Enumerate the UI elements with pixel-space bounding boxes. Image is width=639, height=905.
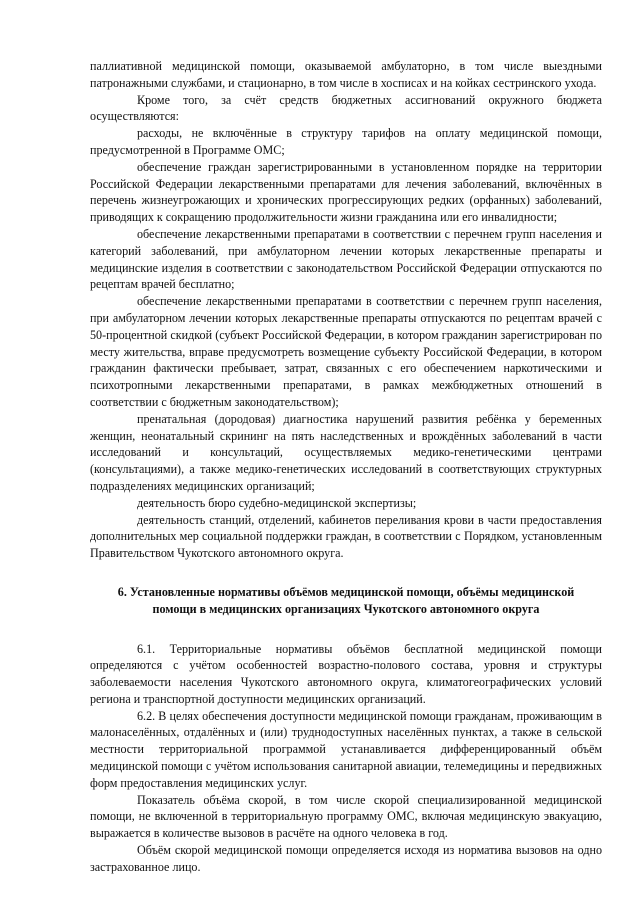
paragraph-ambulance-volume: Объём скорой медицинской помощи определяется исходя из норматива вызовов на одно застрахованное лицо.	[90, 843, 602, 874]
document-page	[90, 58, 602, 876]
paragraph-palliative-care: паллиативной медицинской помощи, оказываемой амбулаторно, в том числе выездными патронажными службами, и стационарно, в том числе в хосписах и на койках сестринского ухода.	[90, 59, 602, 90]
paragraph-prenatal-diagnostics: пренатальная (дородовая) диагностика нарушений развития ребёнка у беременных женщин, неонатальный скрининг на пять наследственных и врождённых заболеваний в части исследований и консультаций, осуществляемых медико-генетическими центрами (консультациями), а также медико-генетических исследований в соответствующих структурных подразделениях медицинских организаций;	[90, 411, 602, 493]
paragraph-blood-transfusion: деятельность станций, отделений, кабинетов переливания крови в части предоставления дополнительных мер социальной поддержки граждан, в соответствии с Порядком, установленным Правительством Чукотского автономного округа.	[90, 512, 602, 561]
paragraph-budget-funding-intro: Кроме того, за счёт средств бюджетных ассигнований окружного бюджета осуществляются:	[90, 92, 602, 124]
paragraph-6-2-accessibility: 6.2. В целях обеспечения доступности медицинской помощи гражданам, проживающим в малонаселённых, отдалённых и (или) труднодоступных населённых пунктах, а также в сельской местности территориальной программой устанавливается дифференцированный объём медицинской помощи с учётом использования санитарной авиации, телемедицины и передвижных форм предоставления медицинских услуг.	[90, 708, 602, 790]
paragraph-discount-prescriptions: обеспечение лекарственными препаратами в соответствии с перечнем групп населения, при амбулаторном лечении которых лекарственные препараты отпускаются по рецептам врачей с 50-процентной скидкой (субъект Российской Федерации, в котором гражданин зарегистрирован по месту жительства, вправе предусмотреть возмещение субъекту Российской Федерации, в котором гражданин фактически пребывает, затрат, связанных с его обеспечением наркотическими и психотропными лекарственными препаратами, в рамках межбюджетных отношений в соответствии с бюджетным законодательством);	[90, 294, 602, 409]
paragraph-expenses-not-in-tariffs: расходы, не включённые в структуру тарифов на оплату медицинской помощи, предусмотренной в Программе ОМС;	[90, 126, 602, 157]
paragraph-6-1-norms: 6.1. Территориальные нормативы объёмов бесплатной медицинской помощи определяются с учётом особенностей возрастно-полового состава, уровня и структуры заболеваемости населения Чукотского автономного округа, климатогеографических условий региона и транспортной доступности медицинских организаций.	[90, 641, 602, 706]
paragraph-forensic-bureau: деятельность бюро судебно-медицинской экспертизы;	[137, 495, 417, 510]
paragraph-free-prescriptions: обеспечение лекарственными препаратами в соответствии с перечнем групп населения и категорий заболеваний, при амбулаторном лечении которых лекарственные препараты и медицинские изделия в соответствии с законодательством Российской Федерации отпускаются по рецептам врачей бесплатно;	[90, 226, 602, 292]
paragraph-ambulance-indicator: Показатель объёма скорой, в том числе скорой специализированной медицинской помощи, не включенной в территориальную программу ОМС, включая медицинскую эвакуацию, выражается в количестве вызовов в расчёте на одного человека в год.	[90, 792, 602, 841]
section-heading: 6. Установленные нормативы объёмов медицинской помощи, объёмы медицинской помощи в медицинских организациях Чукотского автономного округа	[117, 584, 575, 616]
paragraph-orphan-diseases-drugs: обеспечение граждан зарегистрированными в установленном порядке на территории Российской Федерации лекарственными препаратами для лечения заболеваний, включённых в перечень жизнеугрожающих и хронических прогрессирующих редких (орфанных) заболеваний, приводящих к сокращению продолжительности жизни гражданина или его инвалидности;	[90, 159, 602, 225]
